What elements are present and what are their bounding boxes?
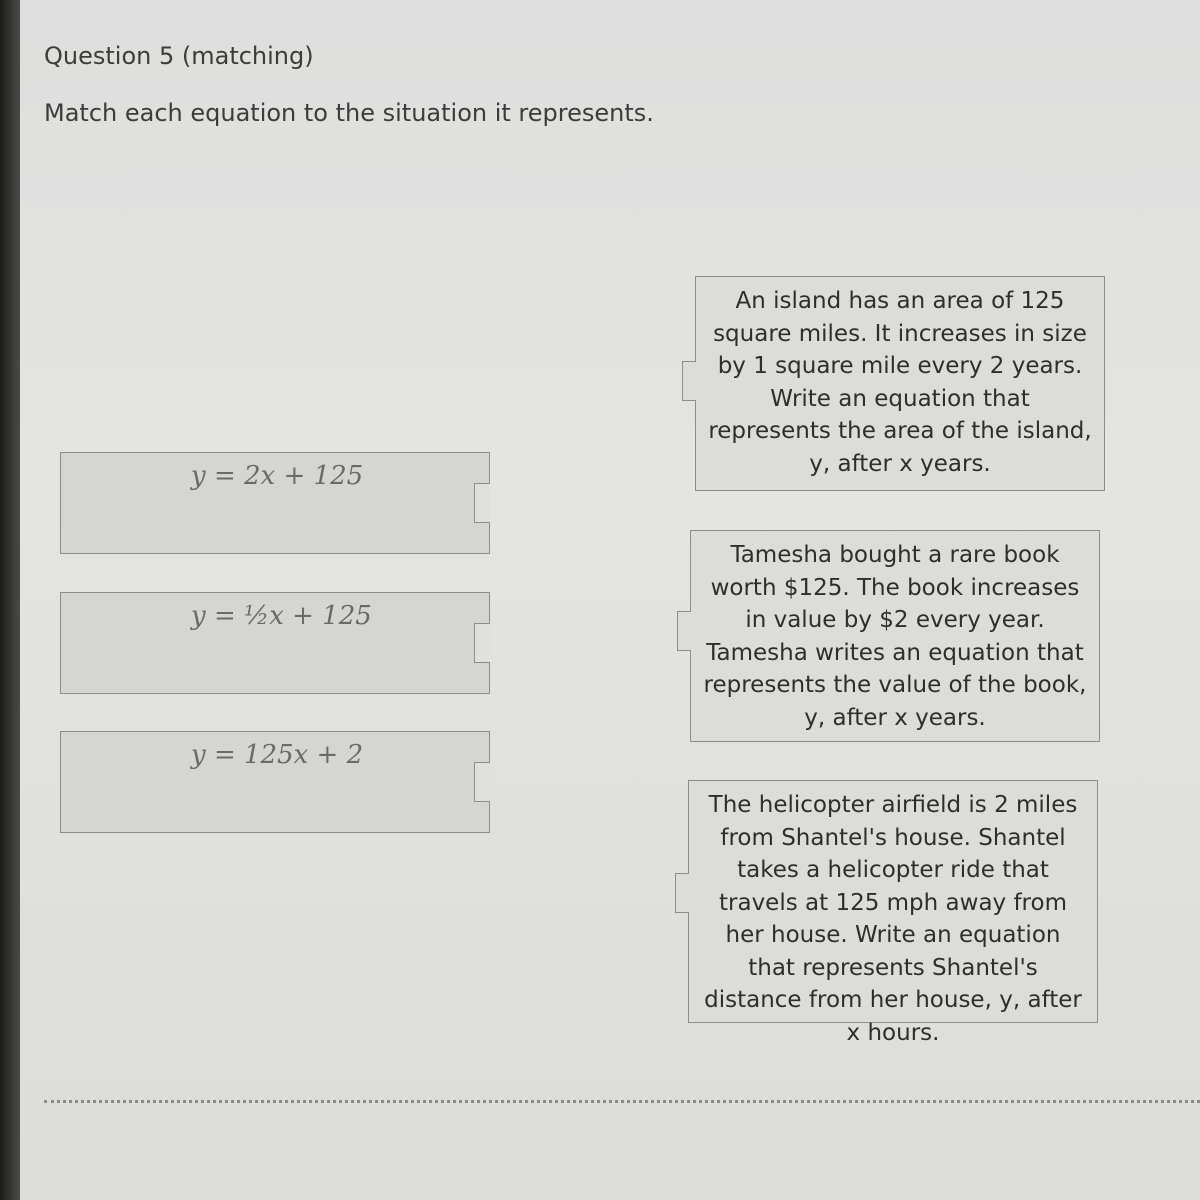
situation-box-island[interactable]: [695, 276, 1105, 491]
section-divider: [44, 1100, 1200, 1103]
equation-tile-2[interactable]: [60, 592, 490, 694]
situation-text: Tamesha bought a rare book worth $125. The book increases in value by $2 every year. Tamesha writes an equation that represents the value of the book, y, after x years.: [703, 542, 1087, 731]
equation-text: y = 2x + 125: [191, 461, 364, 491]
situation-box-book[interactable]: [690, 530, 1100, 742]
connector-tab: [677, 611, 691, 651]
equation-text: y = ½x + 125: [191, 601, 372, 631]
question-instruction: Match each equation to the situation it represents.: [44, 99, 654, 127]
situation-box-helicopter[interactable]: [688, 780, 1098, 1046]
question-title: Question 5 (matching): [44, 42, 314, 70]
equation-text: y = 125x + 2: [191, 740, 364, 770]
connector-notch: [474, 623, 490, 663]
screen-bezel: [0, 0, 20, 1200]
equation-tile-3[interactable]: [60, 731, 490, 833]
connector-tab: [675, 873, 689, 913]
equation-tile-1[interactable]: [60, 452, 490, 554]
situation-text: The helicopter airfield is 2 miles from Shantel's house. Shantel takes a helicopter ride that travels at 125 mph away from her house. Write an equation that represents Shantel's distance from her house, y, after x hours.: [704, 792, 1082, 1046]
connector-notch: [474, 483, 490, 523]
connector-notch: [474, 762, 490, 802]
connector-tab: [682, 361, 696, 401]
situation-text: An island has an area of 125 square miles. It increases in size by 1 square mile every 2 years. Write an equation that represents the area of the island, y, after x years.: [708, 288, 1092, 477]
